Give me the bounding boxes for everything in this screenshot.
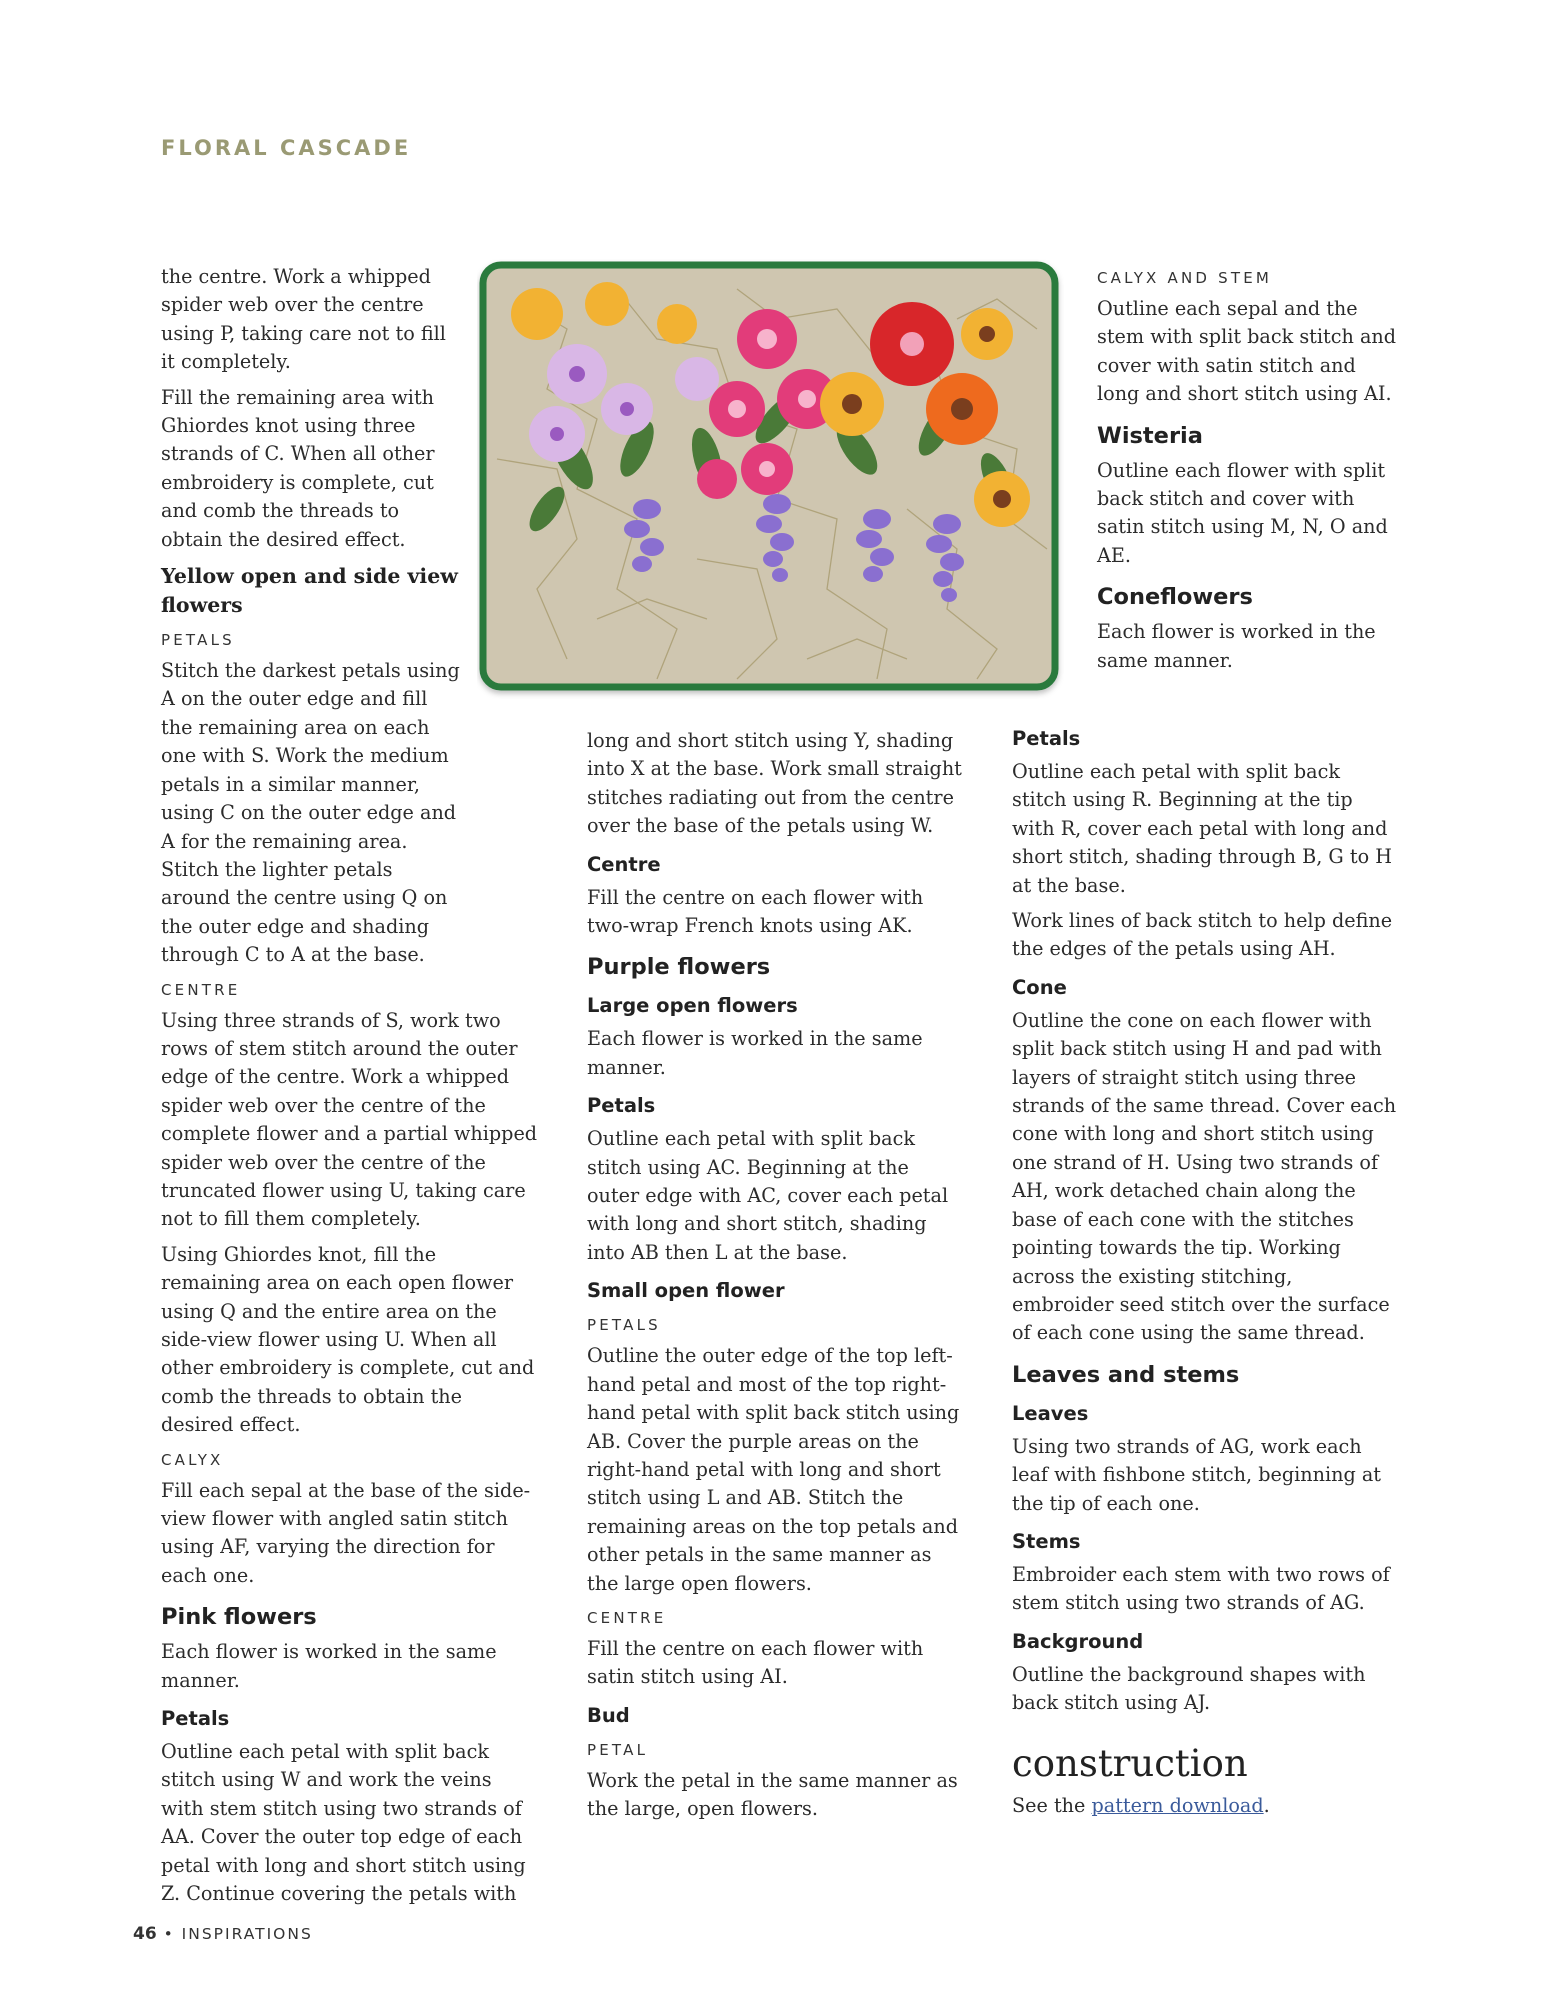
paragraph: Using two strands of AG, work each leaf with fishbone stitch, beginning at the tip of each one. (1012, 1434, 1382, 1515)
subheading-centre-label: CENTRE (587, 1608, 667, 1627)
page-footer (133, 1924, 313, 1944)
subheading-petal-label: PETAL (587, 1740, 649, 1759)
subheading-centre: Centre (587, 852, 661, 876)
subheading-calyx-and-stem: CALYX AND STEM (1097, 269, 1273, 287)
subheading-stems: Stems (1012, 1529, 1081, 1553)
column-middle (587, 727, 967, 1831)
subheading-petals: Petals (161, 1707, 230, 1731)
running-header: FLORAL CASCADE (161, 136, 412, 160)
paragraph: Stitch the darkest petals using A on the outer edge and fill the remaining area on each one with S. Work the medium petals in a similar manner, using C on the outer edge and A for the remaining area. Stitch the lighter petals around the centre using Q on the outer edge and shading through C to A at the base. (161, 659, 460, 967)
paragraph: the centre. Work a whipped spider web over the centre using P, taking care not to fill it completely. (161, 265, 446, 374)
paragraph: Work lines of back stitch to help define the edges of the petals using AH. (1012, 909, 1393, 961)
paragraph: Outline the background shapes with back stitch using AJ. (1012, 1662, 1366, 1715)
subheading-leaves: Leaves (1012, 1401, 1089, 1425)
subheading-calyx: CALYX (161, 1450, 224, 1469)
subheading-cone: Cone (1012, 975, 1067, 999)
paragraph: Using Ghiordes knot, fill the remaining area on each open flower using Q and the entire area on the side-view flower using U. When all other embroidery is complete, cut and comb the threads to obtain the desired effect. (161, 1242, 535, 1437)
column-right (1012, 725, 1397, 1827)
paragraph: Fill the centre on each flower with satin stitch using AI. (587, 1636, 924, 1689)
section-heading-leaves-and-stems: Leaves and stems (1012, 1361, 1240, 1388)
column-right-top (1097, 268, 1397, 682)
paragraph: Fill the centre on each flower with two-wrap French knots using AK. (587, 885, 924, 938)
publication-name: • INSPIRATIONS (163, 1925, 313, 1943)
construction-heading: construction (1012, 1741, 1248, 1785)
subheading-petals: Petals (587, 1094, 656, 1118)
paragraph: Outline the cone on each flower with split back stitch using H and pad with layers of straight stitch using three strands of the same thread. Cover each cone with long and short stitch using one strand of H. Using two strands of AH, work detached chain along the base of each cone with the stitches pointing towards the tip. Working across the existing stitching, embroider seed stitch over the surface of each cone using the same thread. (1012, 1008, 1397, 1345)
paragraph: Each flower is worked in the same manner. (1097, 620, 1376, 672)
paragraph: Each flower is worked in the same manner. (161, 1640, 497, 1692)
paragraph: long and short stitch using Y, shading into X at the base. Work small straight stitches radiating out from the centre over the base of the petals using W. (587, 729, 962, 838)
paragraph: Outline each petal with split back stitch using AC. Beginning at the outer edge with AC, cover each petal with long and short stitch, shading into AB then L at the base. (587, 1127, 949, 1264)
subheading-petals: PETALS (161, 631, 235, 650)
subheading-centre: CENTRE (161, 980, 241, 999)
paragraph: Outline each sepal and the stem with split back stitch and cover with satin stitch and long and short stitch using AI. (1097, 297, 1397, 406)
paragraph: Using three strands of S, work two rows of stem stitch around the outer edge of the centre. Work a whipped spider web over the centre of the complete flower and a partial whipped spider web over the centre of the truncated flower using U, taking care not to fill them completely. (161, 1008, 538, 1231)
paragraph: Outline each petal with split back stitch using R. Beginning at the tip with R, cover each petal with long and short stitch, shading through B, G to H at the base. (1012, 760, 1392, 897)
section-heading-yellow-flowers: Yellow open and side view flowers (161, 564, 458, 618)
paragraph: Embroider each stem with two rows of stem stitch using two strands of AG. (1012, 1562, 1390, 1615)
paragraph: Outline each flower with split back stitch and cover with satin stitch using M, N, O and AE. (1097, 458, 1388, 567)
embroidery-photo (477, 259, 1064, 699)
paragraph: Outline the outer edge of the top left-hand petal and most of the top right-hand petal with split back stitch using AB. Cover the purple areas on the right-hand petal with long and short stitch using L and AB. Stitch the remaining areas on the top petals and other petals in the same manner as the large open flowers. (587, 1344, 960, 1595)
subheading-background: Background (1012, 1629, 1144, 1653)
page-number: 46 (133, 1924, 157, 1944)
see-text: See the (1012, 1793, 1086, 1817)
paragraph: Outline each petal with split back stitch using W and work the veins with stem stitch using two strands of AA. Cover the outer top edge of each petal with long and short stitch using Z. Continue covering the petals with (161, 1740, 526, 1906)
column-left (161, 263, 539, 1916)
subheading-bud: Bud (587, 1703, 630, 1727)
pattern-download-link[interactable]: pattern download (1091, 1793, 1264, 1817)
paragraph: Work the petal in the same manner as the large, open flowers. (587, 1768, 958, 1821)
paragraph: Fill the remaining area with Ghiordes knot using three strands of C. When all other embroidery is complete, cut and comb the threads to obtain the desired effect. (161, 385, 435, 551)
paragraph: Fill each sepal at the base of the side-view flower with angled satin stitch using AF, varying the direction for each one. (161, 1478, 531, 1587)
period: . (1263, 1793, 1270, 1817)
paragraph: Each flower is worked in the same manner. (587, 1027, 923, 1079)
section-heading-wisteria: Wisteria (1097, 422, 1203, 449)
subheading-petals-label: PETALS (587, 1316, 661, 1335)
construction-text (1012, 1792, 1397, 1820)
section-heading-pink-flowers: Pink flowers (161, 1604, 317, 1631)
subheading-small-open-flower: Small open flower (587, 1279, 785, 1303)
subheading-petals: Petals (1012, 727, 1081, 750)
subheading-large-open-flowers: Large open flowers (587, 994, 798, 1018)
section-heading-coneflowers: Coneflowers (1097, 584, 1253, 611)
section-heading-purple-flowers: Purple flowers (587, 954, 771, 981)
